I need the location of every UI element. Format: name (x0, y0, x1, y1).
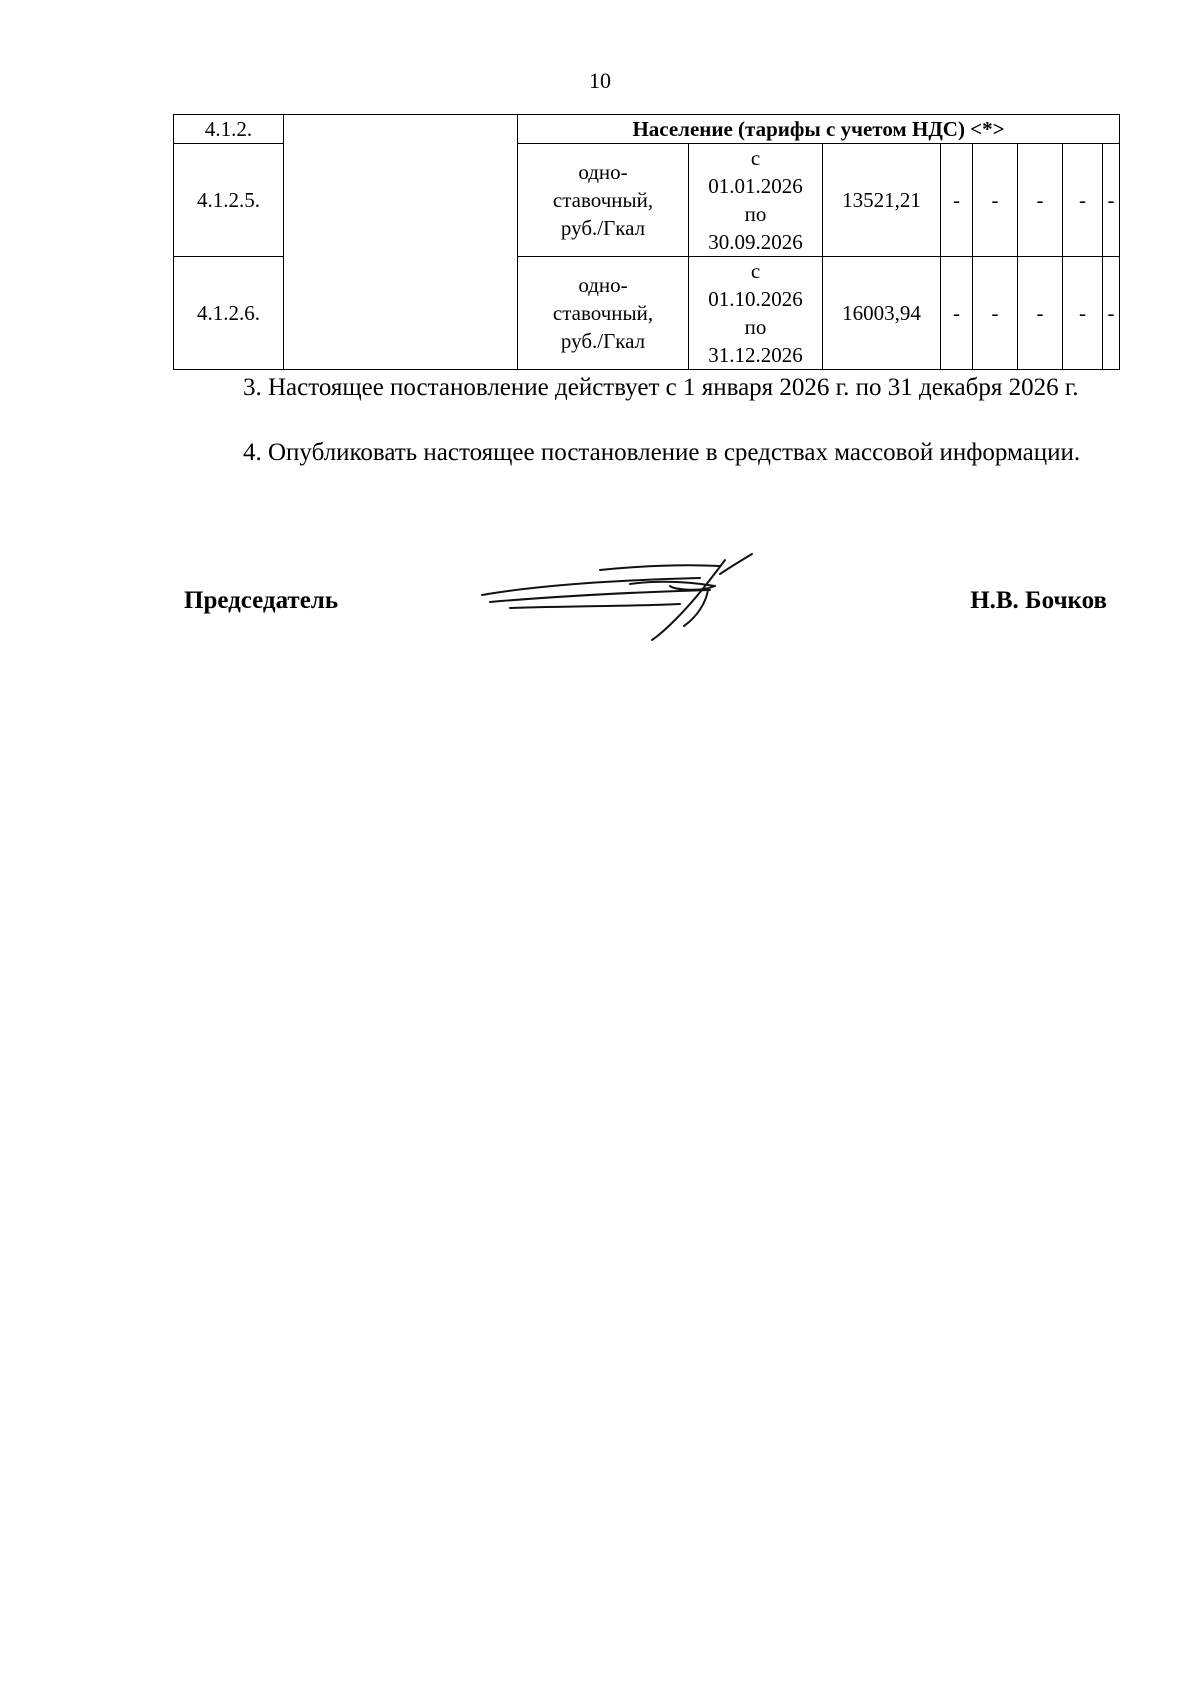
unit-cell (518, 257, 689, 370)
dash-cell: - (1063, 257, 1103, 370)
unit-line: одно- (578, 160, 628, 184)
unit-line: руб./Гкал (560, 216, 646, 240)
tariff-table (173, 114, 1120, 370)
period-cell (689, 144, 823, 257)
period-line: 30.09.2026 (708, 230, 803, 254)
row-code-cell: 4.1.2.6. (174, 257, 284, 370)
dash-cell: - (1103, 144, 1120, 257)
empty-merged-cell (284, 115, 518, 370)
dash-cell: - (1103, 257, 1120, 370)
unit-line: ставочный, (552, 301, 654, 325)
group-title-cell: Население (тарифы с учетом НДС) <*> (518, 115, 1120, 144)
period-line: 31.12.2026 (708, 343, 803, 367)
dash-cell: - (941, 257, 973, 370)
dash-cell: - (1063, 144, 1103, 257)
period-line: 01.01.2026 (708, 174, 803, 198)
value-cell: 13521,21 (823, 144, 941, 257)
paragraph-validity-text: 3. Настоящее постановление действует с 1 января 2026 г. по 31 декабря 2026 г. (243, 374, 1079, 401)
row-code-cell: 4.1.2.5. (174, 144, 284, 257)
dash-cell: - (941, 144, 973, 257)
table-header-row (174, 115, 1120, 144)
paragraph-publication (173, 436, 1119, 470)
signatory-name: Н.В. Бочков (970, 587, 1107, 614)
period-line: с (750, 259, 761, 283)
paragraph-validity (173, 371, 1119, 405)
period-line: 01.10.2026 (708, 287, 803, 311)
signatory-title: Председатель (184, 587, 339, 614)
paragraph-publication-text: 4. Опубликовать настоящее постановление в средствах массовой информации. (243, 439, 1081, 466)
dash-cell: - (973, 144, 1018, 257)
unit-line: руб./Гкал (560, 329, 646, 353)
dash-cell: - (1018, 257, 1063, 370)
dash-cell: - (973, 257, 1018, 370)
unit-line: одно- (578, 273, 628, 297)
group-code-cell: 4.1.2. (174, 115, 284, 144)
dash-cell: - (1018, 144, 1063, 257)
period-cell (689, 257, 823, 370)
unit-cell (518, 144, 689, 257)
period-line: с (750, 146, 761, 170)
unit-line: ставочный, (552, 188, 654, 212)
period-line: по (744, 315, 767, 339)
value-cell: 16003,94 (823, 257, 941, 370)
period-line: по (744, 202, 767, 226)
handwritten-signature (470, 540, 790, 645)
page-number: 10 (589, 68, 611, 93)
